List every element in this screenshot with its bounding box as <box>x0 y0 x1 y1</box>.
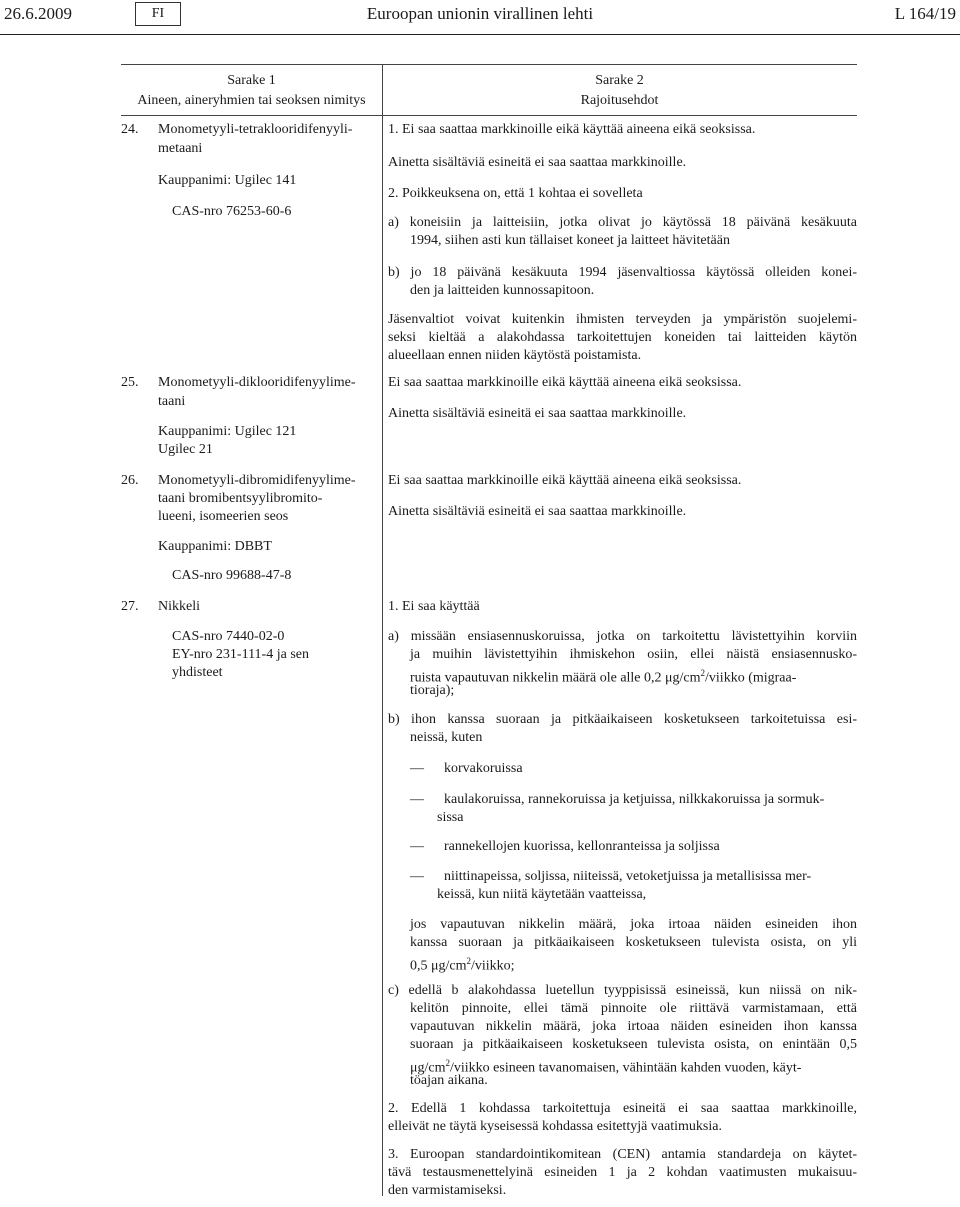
dash-item-necklaces: — kaulakoruissa, rannekoruissa ja ketjuissa, nilkkakoruissa ja sormuk- <box>410 792 825 807</box>
entry-24-cas: CAS-nro 76253-60-6 <box>172 204 292 219</box>
entry-27-item-a-l3: ruista vapautuvan nikkelin määrä ole alle 0,2 $\mu g/cm^2$/viikko (migraa- <box>410 668 797 686</box>
entry-25-trade-name-2: Ugilec 21 <box>158 442 213 457</box>
entry-27-item-c-l3: vapautuvan nikkelin määrä, joka irtoaa näiden esineiden ihon kanssa <box>410 1019 857 1034</box>
entry-25-name: Monometyyli-diklooridifenyylime- <box>158 375 356 390</box>
entry-27-item-b: b) ihon kanssa suoraan ja pitkäaikaiseen kosketukseen tarkoitetuissa esi- <box>388 712 857 727</box>
entry-26-name: Monometyyli-dibromidifenyylime- <box>158 473 356 488</box>
entry-27-condition-l2: kanssa suoraan ja pitkäaikaiseen kosketukseen tulevista osista, on yli <box>410 935 857 950</box>
entry-26-trade-name: Kauppanimi: DBBT <box>158 539 272 554</box>
entry-24-paragraph-l2: seksi kieltää a alakohdassa tarkoitettujen koneiden tai laitteiden käytön <box>388 330 857 345</box>
entry-27-item-a-l2: ja muihin lävistettyihin ihmiskehon osiin, ellei näistä ensiasennusko- <box>410 647 857 662</box>
entry-26-number: 26. <box>121 473 139 488</box>
entry-24-item-a-cont: 1994, siihen asti kun tällaiset koneet ja laitteet hävitetään <box>410 233 730 248</box>
entry-26-restriction-1: Ei saa saattaa markkinoille eikä käyttää aineena eikä seoksissa. <box>388 473 742 488</box>
entry-27-item-c-l5: $\mu g/cm^2$/viikko esineen tavanomaisen, vähintään kahden vuoden, käyt- <box>410 1058 802 1076</box>
entry-24-number: 24. <box>121 122 139 137</box>
entry-27-item-c-l4: suoraan ja pitkäaikaiseen kosketukseen tulevista osista, on enintään 0,5 <box>410 1037 857 1052</box>
col1-subtitle: Aineen, aineryhmien tai seoksen nimitys <box>137 93 366 108</box>
entry-27-item-b-l2: neissä, kuten <box>410 730 483 745</box>
entry-24-restriction-1: 1. Ei saa saattaa markkinoille eikä käyttää aineena eikä seoksissa. <box>388 122 756 137</box>
entry-27-item-a-l4: tioraja); <box>410 683 455 698</box>
entry-27-item-c-l2: kelitön pinnoite, ellei tämä pinnoite ole riittävä varmistamaan, että <box>410 1001 857 1016</box>
entry-24-paragraph: Jäsenvaltiot voivat kuitenkin ihmisten terveyden ja ympäristön suojelemi- <box>388 312 857 327</box>
entry-26-name-l2: taani bromibentsyylibromito- <box>158 491 323 506</box>
entry-24-restriction-1b: Ainetta sisältäviä esineitä ei saa saattaa markkinoille. <box>388 155 687 170</box>
col2-title: Sarake 2 <box>595 73 644 88</box>
dash-item-necklaces-cont: sissa <box>437 810 464 825</box>
table-top-rule <box>121 64 857 65</box>
dash-item-earrings: — korvakoruissa <box>410 761 523 776</box>
entry-27-cas: CAS-nro 7440-02-0 <box>172 629 285 644</box>
entry-26-cas: CAS-nro 99688-47-8 <box>172 568 292 583</box>
entry-27-name: Nikkeli <box>158 599 200 614</box>
entry-27-ey-cont: yhdisteet <box>172 665 223 680</box>
entry-25-restriction-2: Ainetta sisältäviä esineitä ei saa saattaa markkinoille. <box>388 406 687 421</box>
language-box: FI <box>135 2 181 26</box>
entry-24-item-a: a) koneisiin ja laitteisiin, jotka olivat jo käytössä 18 päivänä kesäkuuta <box>388 215 857 230</box>
entry-26-restriction-2: Ainetta sisältäviä esineitä ei saa saattaa markkinoille. <box>388 504 687 519</box>
entry-27-restriction-3: 3. Euroopan standardointikomitean (CEN) antamia standardeja on käytet- <box>388 1147 857 1162</box>
entry-27-number: 27. <box>121 599 139 614</box>
dash-item-watches: — rannekellojen kuorissa, kellonranteissa ja soljissa <box>410 839 720 854</box>
dash-item-buttons: — niittinapeissa, soljissa, niiteissä, vetoketjuissa ja metallisissa mer- <box>410 869 812 884</box>
publication-date: 26.6.2009 <box>4 4 72 23</box>
column-divider <box>382 64 383 1196</box>
entry-27-item-a: a) missään ensiasennuskoruissa, jotka on tarkoitettu lävistettyihin korviin <box>388 629 857 644</box>
entry-27-condition: jos vapautuvan nikkelin määrä, joka irtoaa näiden esineiden ihon <box>410 917 857 932</box>
entry-27-item-c: c) edellä b alakohdassa luetellun tyyppisissä esineissä, kun niissä on nik- <box>388 983 857 998</box>
entry-27-restriction-2-l2: elleivät ne täytä kyseisessä kohdassa esitettyjä vaatimuksia. <box>388 1119 722 1134</box>
entry-27-item-c-l6: töajan aikana. <box>410 1073 488 1088</box>
entry-25-restriction-1: Ei saa saattaa markkinoille eikä käyttää aineena eikä seoksissa. <box>388 375 742 390</box>
entry-24-item-b: b) jo 18 päivänä kesäkuuta 1994 jäsenvaltiossa käytössä olleiden konei- <box>388 265 857 280</box>
entry-27-restriction-3-l2: tävä testausmenettelyinä esineiden 1 ja 2 kohdan vaatimusten mukaisuu- <box>388 1165 857 1180</box>
entry-27-restriction-3-l3: den varmistamiseksi. <box>388 1183 507 1198</box>
entry-25-number: 25. <box>121 375 139 390</box>
entry-27-restriction-2: 2. Edellä 1 kohdassa tarkoitettuja esineitä ei saa saattaa markkinoille, <box>388 1101 857 1116</box>
col2-subtitle: Rajoitusehdot <box>580 93 659 108</box>
dash-item-buttons-cont: keissä, kun niitä käytetään vaatteissa, <box>437 887 647 902</box>
col1-title: Sarake 1 <box>227 73 276 88</box>
entry-27-restriction-1: 1. Ei saa käyttää <box>388 599 480 614</box>
entry-24-item-b-cont: den ja laitteiden kunnossapitoon. <box>410 283 595 298</box>
entry-24-paragraph-l3: alueellaan ennen niiden käytöstä poistamista. <box>388 348 642 363</box>
table-header-rule <box>121 115 857 116</box>
entry-24-restriction-2: 2. Poikkeuksena on, että 1 kohtaa ei sovelleta <box>388 186 643 201</box>
entry-24-name: Monometyyli-tetraklooridifenyyli- <box>158 122 353 137</box>
entry-26-name-l3: lueeni, isomeerien seos <box>158 509 289 524</box>
entry-24-name-cont: metaani <box>158 141 203 156</box>
journal-title: Euroopan unionin virallinen lehti <box>366 4 594 23</box>
entry-25-name-cont: taani <box>158 394 186 409</box>
entry-27-condition-l3: 0,5 $\mu g/cm^2$/viikko; <box>410 956 515 974</box>
entry-27-ey: EY-nro 231-111-4 ja sen <box>172 647 309 662</box>
journal-header <box>0 0 960 35</box>
entry-24-trade-name: Kauppanimi: Ugilec 141 <box>158 173 297 188</box>
entry-25-trade-name: Kauppanimi: Ugilec 121 <box>158 424 297 439</box>
page-reference: L 164/19 <box>894 4 956 23</box>
